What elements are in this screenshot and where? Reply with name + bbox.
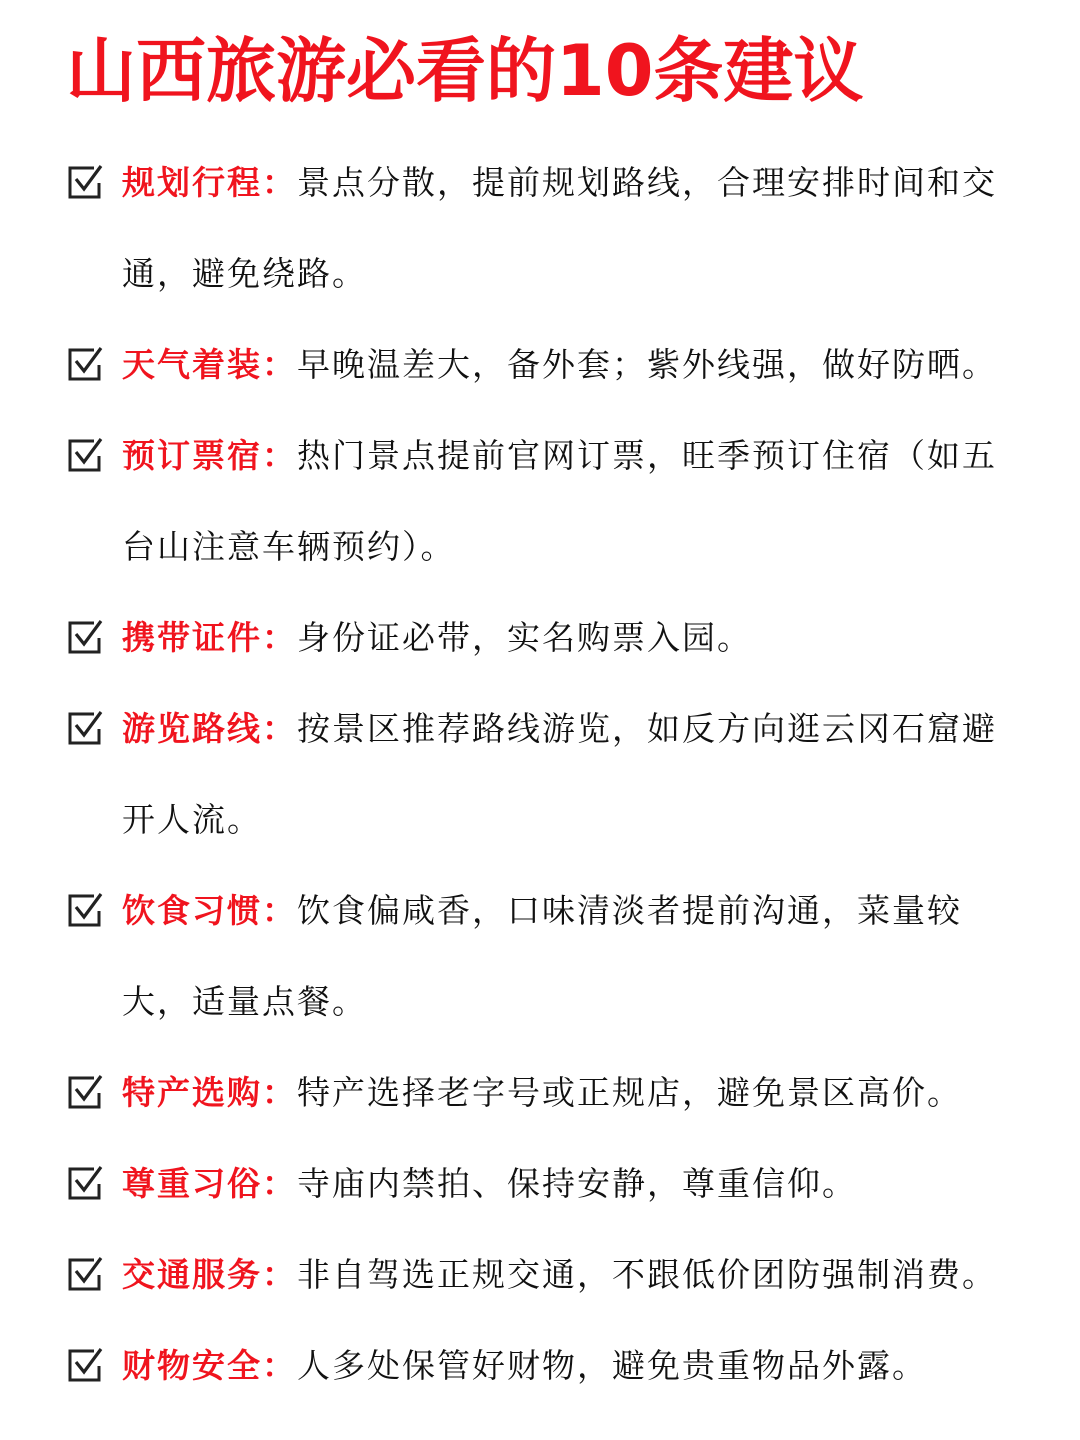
tip-text (122, 592, 1026, 683)
tip-text (122, 137, 1026, 319)
checkbox-checked-icon (66, 345, 104, 383)
checkbox-checked-icon (66, 1164, 104, 1202)
tip-label: 天气着装： (122, 345, 297, 384)
tip-label: 饮食习惯： (122, 891, 297, 930)
tip-text (122, 865, 1026, 1047)
checkbox-checked-icon (66, 1346, 104, 1384)
tip-text (122, 683, 1026, 865)
tip-body: 非自驾选正规交通，不跟低价团防强制消费。 (297, 1255, 997, 1294)
tip-item (66, 1320, 1026, 1411)
tip-body: 人多处保管好财物，避免贵重物品外露。 (297, 1346, 927, 1385)
tip-text (122, 1138, 1026, 1229)
tip-text (122, 1229, 1026, 1320)
tip-label: 尊重习俗： (122, 1164, 297, 1203)
checkbox-checked-icon (66, 1255, 104, 1293)
tip-text (122, 410, 1026, 592)
tip-label: 规划行程： (122, 163, 297, 202)
tip-item (66, 1138, 1026, 1229)
tip-text (122, 1320, 1026, 1411)
tip-body: 特产选择老字号或正规店，避免景区高价。 (297, 1073, 962, 1112)
tip-item (66, 137, 1026, 319)
checkbox-checked-icon (66, 436, 104, 474)
tip-body: 早晚温差大，备外套；紫外线强，做好防晒。 (297, 345, 997, 384)
tips-list (66, 137, 1026, 1411)
checkbox-checked-icon (66, 709, 104, 747)
checkbox-checked-icon (66, 163, 104, 201)
tip-item (66, 592, 1026, 683)
tip-label: 携带证件： (122, 618, 297, 657)
tip-text (122, 319, 1026, 410)
tip-item (66, 1047, 1026, 1138)
tip-body: 按景区推荐路线游览，如反方向逛云冈石窟避开人流。 (122, 709, 997, 839)
tip-body: 寺庙内禁拍、保持安静，尊重信仰。 (297, 1164, 857, 1203)
checkbox-checked-icon (66, 1073, 104, 1111)
tip-label: 财物安全： (122, 1346, 297, 1385)
tip-body: 热门景点提前官网订票，旺季预订住宿（如五台山注意车辆预约）。 (122, 436, 997, 566)
checkbox-checked-icon (66, 618, 104, 656)
tip-body: 身份证必带，实名购票入园。 (297, 618, 752, 657)
tip-body: 饮食偏咸香，口味清淡者提前沟通，菜量较大，适量点餐。 (122, 891, 962, 1021)
checkbox-checked-icon (66, 891, 104, 929)
tip-label: 交通服务： (122, 1255, 297, 1294)
tip-item (66, 319, 1026, 410)
tip-item (66, 865, 1026, 1047)
tip-item (66, 410, 1026, 592)
page-title: 山西旅游必看的10条建议 (66, 30, 864, 112)
tip-label: 预订票宿： (122, 436, 297, 475)
tip-label: 特产选购： (122, 1073, 297, 1112)
tip-body: 景点分散，提前规划路线，合理安排时间和交通，避免绕路。 (122, 163, 997, 293)
tip-item (66, 1229, 1026, 1320)
tip-item (66, 683, 1026, 865)
tip-label: 游览路线： (122, 709, 297, 748)
tip-text (122, 1047, 1026, 1138)
